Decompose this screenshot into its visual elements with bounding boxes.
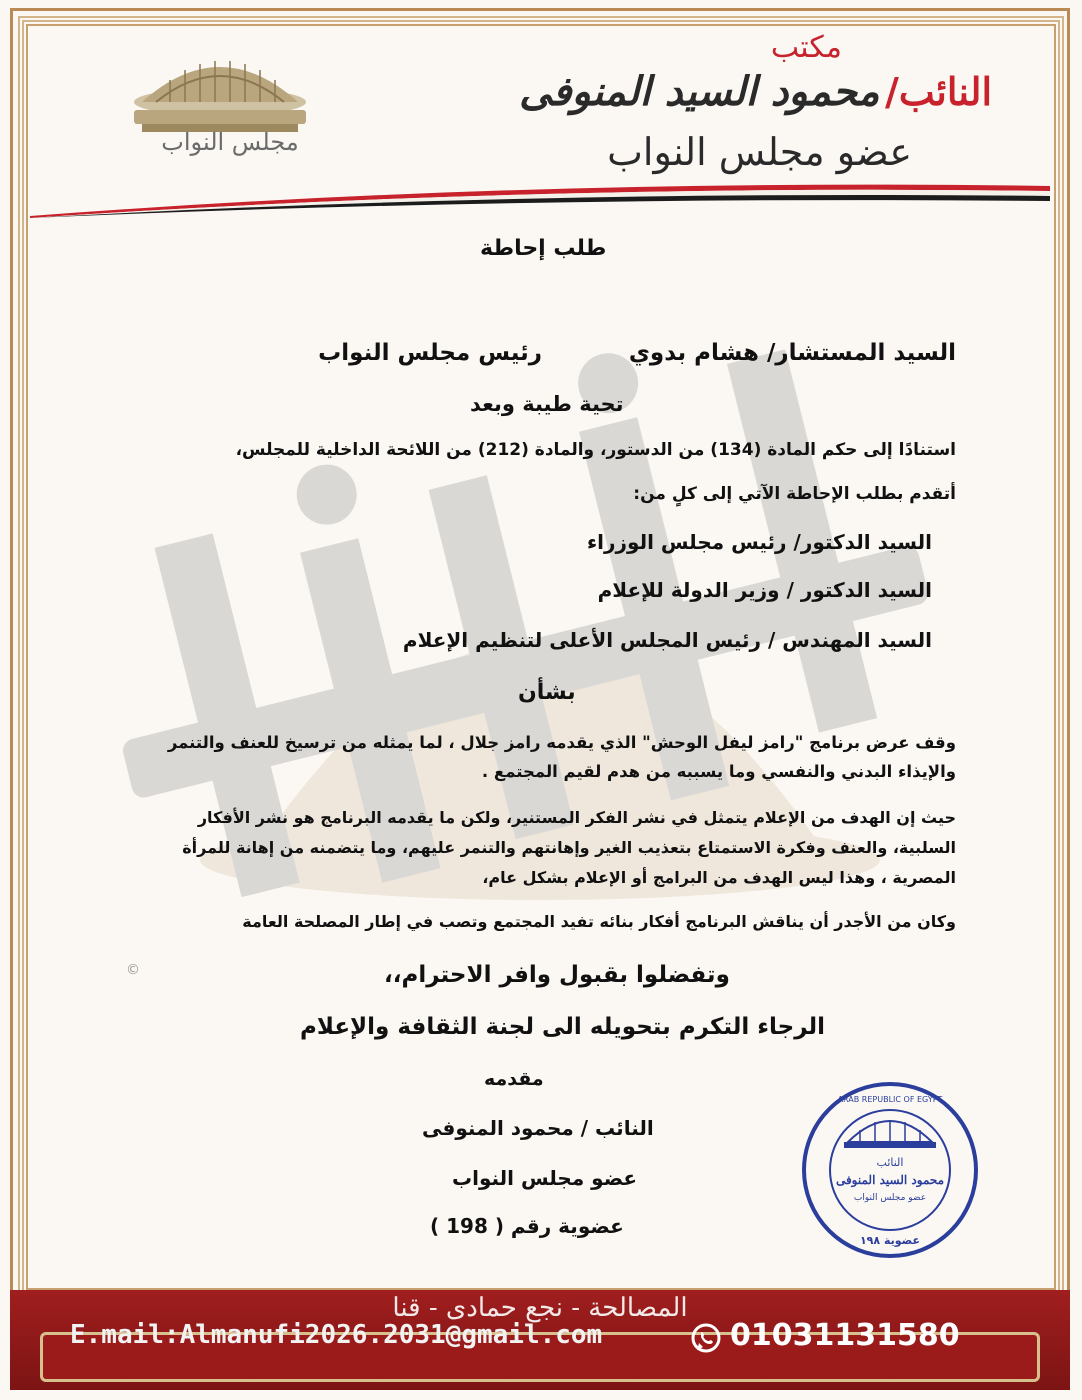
email-address: E.mail:Almanufi2026.2031@gmail.com [70, 1320, 603, 1350]
letter-title: طلب إحاطة [480, 236, 607, 261]
addressee-role: رئيس مجلس النواب [318, 340, 542, 366]
whatsapp-icon [690, 1322, 722, 1354]
addressee-name: السيد المستشار/ هشام بدوي [628, 340, 956, 366]
flag-stripes [30, 178, 1050, 218]
submitted-by: مقدمه [484, 1068, 544, 1090]
parliament-logo-label: مجلس النواب [161, 128, 299, 156]
official-seal-icon [800, 1080, 980, 1260]
signer-name: النائب / محمود المنوفى [422, 1116, 654, 1140]
legal-basis: استنادًا إلى حكم المادة (134) من الدستور، والمادة (212) من اللائحة الداخلية للمجلس، [235, 440, 956, 460]
mp-name: محمود السيد المنوفى [519, 68, 880, 115]
phone-number: 01031131580 [730, 1318, 960, 1353]
signer-title: عضو مجلس النواب [452, 1166, 638, 1190]
closing: وتفضلوا بقبول وافر الاحترام،، [384, 962, 730, 988]
footer-location: المصالحة - نجع حمادى - قنا [392, 1293, 688, 1323]
subject-line-1: وقف عرض برنامج "رامز ليفل الوحش" الذي يقدمه رامز جلال ، لما يمثله من ترسيخ للعنف والتنمر [167, 733, 956, 752]
member-title: عضو مجلس النواب [607, 130, 912, 174]
mp-prefix: النائب/ [885, 69, 992, 114]
subject-line-2: والإيذاء البدني والنفسي وما يسببه من هدم لقيم المجتمع . [481, 762, 956, 781]
referral: الرجاء التكرم بتحويله الى لجنة الثقافة والإعلام [300, 1014, 826, 1040]
seal-sub: عضو مجلس النواب [853, 1193, 927, 1203]
body-line-4: وكان من الأجدر أن يناقش البرنامج أفكار بنائه تفيد المجتمع وتصب في إطار المصلحة العامة [242, 912, 956, 931]
seal-ring-en: ARAB REPUBLIC OF EGYPT [837, 1095, 943, 1104]
membership-number: عضوية رقم ( 198 ) [430, 1214, 624, 1238]
seal-ring: عضوية ١٩٨ [859, 1234, 921, 1247]
seal-middle: النائب [876, 1156, 904, 1169]
office-label: مكتب [770, 30, 842, 65]
request-intro: أتقدم بطلب الإحاطة الآتي إلى كلٍ من: [633, 484, 956, 504]
body-line-1: حيث إن الهدف من الإعلام يتمثل في نشر الفكر المستنير، ولكن ما يقدمه البرنامج هو نشر الأفكار [197, 808, 956, 827]
recipient-1: السيد الدكتور/ رئيس مجلس الوزراء [586, 530, 932, 554]
greeting: تحية طيبة وبعد [470, 392, 624, 416]
body-line-2: السلبية، والعنف وفكرة الاستمتاع بتعذيب الغير وإهانتهم والتنمر عليهم، وما يتضمنه من إهانة للمرأة [182, 838, 956, 857]
recipient-2: السيد الدكتور / وزير الدولة للإعلام [597, 578, 932, 602]
subject-label: بشأن [518, 680, 576, 705]
recipient-3: السيد المهندس / رئيس المجلس الأعلى لتنظيم الإعلام [402, 628, 932, 652]
copyright-mark: © [126, 962, 140, 978]
seal-name: محمود السيد المنوفى [835, 1173, 945, 1187]
mp-header [519, 68, 992, 115]
body-line-3: المصرية ، وهذا ليس الهدف من البرامج أو الإعلام بشكل عام، [482, 868, 956, 887]
